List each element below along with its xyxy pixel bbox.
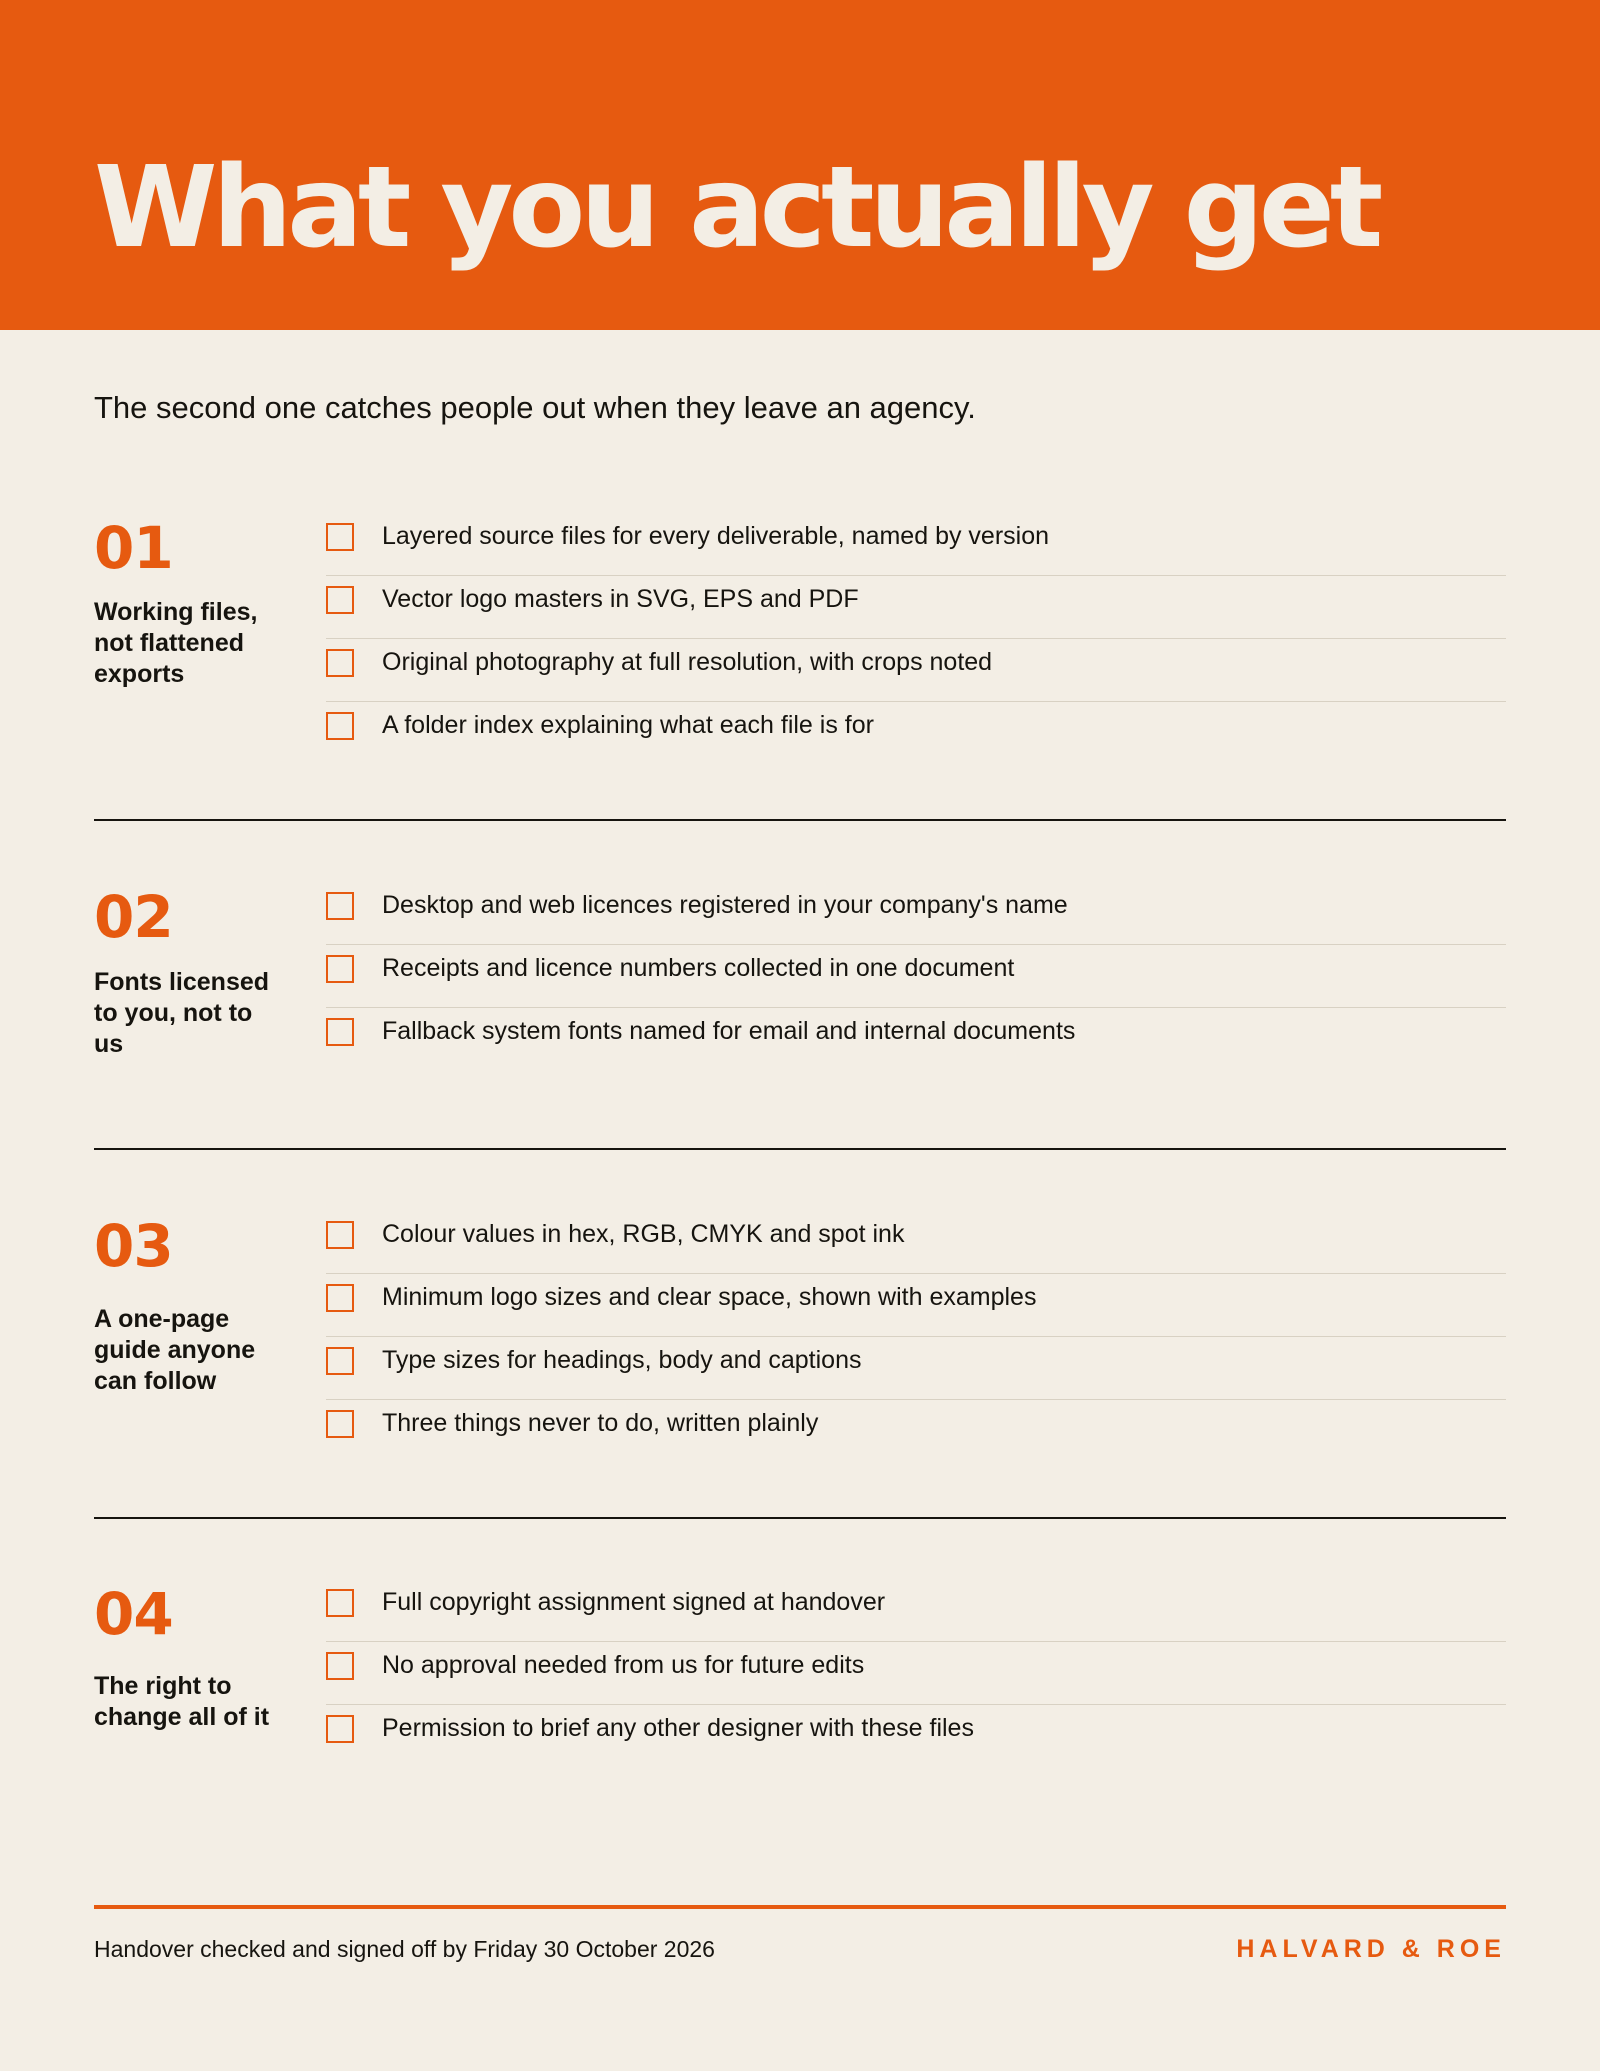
- section-label: The right to change all of it: [94, 1672, 270, 1731]
- checklist-item-text: Colour values in hex, RGB, CMYK and spot ink: [382, 1220, 905, 1248]
- checklist-item: [326, 1211, 1506, 1274]
- checklist-item-text: A folder index explaining what each file is for: [382, 711, 874, 739]
- checklist-item-text: Type sizes for headings, body and captions: [382, 1346, 862, 1374]
- checklist-item-text: Minimum logo sizes and clear space, shown with examples: [382, 1283, 1037, 1311]
- checklist-item: [326, 945, 1506, 1008]
- section-number: 04: [94, 1580, 173, 1648]
- checkbox[interactable]: [326, 1018, 354, 1046]
- checklist-item: [326, 1337, 1506, 1400]
- checkbox[interactable]: [326, 1715, 354, 1743]
- checklist-item-text: Vector logo masters in SVG, EPS and PDF: [382, 585, 859, 613]
- checklist-item: [326, 882, 1506, 945]
- section-label: A one-page guide anyone can follow: [94, 1305, 256, 1395]
- checkbox[interactable]: [326, 1347, 354, 1375]
- checklist-item-text: Receipts and licence numbers collected in one document: [382, 954, 1015, 982]
- checklist-item-text: Desktop and web licences registered in your company's name: [382, 891, 1068, 919]
- checkbox[interactable]: [326, 649, 354, 677]
- checklist-item: [326, 1008, 1506, 1071]
- checklist-item: [326, 1400, 1506, 1463]
- checklist-item-text: Full copyright assignment signed at handover: [382, 1588, 886, 1616]
- checkbox[interactable]: [326, 1652, 354, 1680]
- section-number: 03: [94, 1212, 173, 1280]
- header-banner: [0, 0, 1600, 330]
- checklist-item-text: Fallback system fonts named for email and internal documents: [382, 1017, 1076, 1045]
- checklist-item: [326, 639, 1506, 702]
- section-number: 01: [94, 514, 173, 582]
- checkbox[interactable]: [326, 1221, 354, 1249]
- checklist-item-text: Layered source files for every deliverable, named by version: [382, 522, 1050, 550]
- checkbox[interactable]: [326, 1410, 354, 1438]
- section-divider: [94, 1148, 1506, 1150]
- checklist: [326, 1579, 1506, 1768]
- checklist-item: [326, 1579, 1506, 1642]
- section-label: Fonts licensed to you, not to us: [94, 968, 270, 1058]
- checklist: [326, 513, 1506, 765]
- checklist-item-text: No approval needed from us for future edits: [382, 1651, 865, 1679]
- checklist-item-text: Three things never to do, written plainly: [382, 1409, 819, 1437]
- checklist-item: [326, 1642, 1506, 1705]
- page-subtitle: The second one catches people out when they leave an agency.: [94, 390, 976, 425]
- checkbox[interactable]: [326, 892, 354, 920]
- checkbox[interactable]: [326, 523, 354, 551]
- brand-logo: HALVARD & ROE: [1236, 1935, 1506, 1963]
- checklist: [326, 882, 1506, 1071]
- section-label: Working files, not flattened exports: [94, 598, 258, 688]
- checkbox[interactable]: [326, 712, 354, 740]
- checklist-item-text: Original photography at full resolution, with crops noted: [382, 648, 993, 676]
- section-divider: [94, 1517, 1506, 1519]
- checklist-item: [326, 513, 1506, 576]
- checklist-item: [326, 702, 1506, 765]
- checkbox[interactable]: [326, 1284, 354, 1312]
- footer-note: Handover checked and signed off by Friday 30 October 2026: [94, 1936, 715, 1962]
- page-title: What you actually get: [94, 143, 1379, 273]
- checklist-item: [326, 1705, 1506, 1768]
- section-number: 02: [94, 883, 173, 951]
- section-divider: [94, 819, 1506, 821]
- checkbox[interactable]: [326, 955, 354, 983]
- footer-rule: [94, 1905, 1506, 1909]
- checkbox[interactable]: [326, 1589, 354, 1617]
- checklist: [326, 1211, 1506, 1463]
- checkbox[interactable]: [326, 586, 354, 614]
- checklist-item: [326, 1274, 1506, 1337]
- checklist-item: [326, 576, 1506, 639]
- checklist-item-text: Permission to brief any other designer with these files: [382, 1714, 974, 1742]
